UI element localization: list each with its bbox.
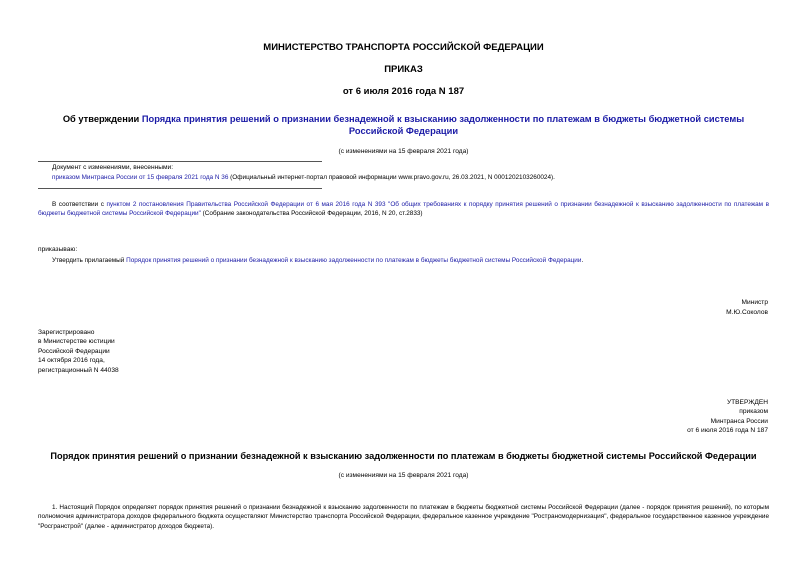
registration-line5: регистрационный N 44038 (38, 366, 119, 374)
approved-line1: УТВЕРЖДЕН (726, 399, 768, 406)
approved-line2: приказом (739, 408, 768, 416)
title-prefix: Об утверждении (62, 114, 142, 124)
amendments-top-rule (38, 161, 322, 162)
registration-line2: в Министерстве юстиции (38, 338, 115, 346)
procedure-title: Порядок принятия решений о признании безнадежной к взысканию задолженности по платежам в бюджеты бюджетной системы Российской Федерации (50, 451, 757, 461)
procedure-paragraph-1: 1. Настоящий Порядок определяет порядок принятия решений о признании безнадежной к взысканию задолженности по платежам в бюджеты бюджетной системы Российской Федерации (далее - порядок принятия решений), по которым полномочия администратора доходов федерального бюджета осуществляют Министерство транспорта Российской Федерации, федеральное казенное учреждение "Ространсмодернизация", федеральное государственное казенное учреждение "Росгранстрой" (далее - администратор доходов бюджета). (38, 504, 769, 530)
doc-type-heading: ПРИКАЗ (384, 64, 423, 75)
amendments-link[interactable]: приказом Минтранса России от 15 февраля 2021 года N 36 (52, 174, 229, 181)
document-title (40, 114, 767, 137)
preamble-tail: (Собрание законодательства Российской Федерации, 2016, N 20, ст.2833) (200, 210, 423, 218)
approve-lead: Утвердить прилагаемый (52, 257, 127, 264)
registration-line4: 14 октября 2016 года, (38, 357, 105, 365)
approved-line3: Минтранса России (710, 417, 768, 425)
approve-paragraph (52, 256, 772, 265)
amendments-intro: Документ с изменениями, внесенными: (52, 164, 174, 171)
doc-date-heading: от 6 июля 2016 года N 187 (342, 86, 465, 97)
approve-tail: . (581, 257, 584, 264)
preamble-link[interactable]: пунктом 2 постановления Правительства Российской Федерации от 6 мая 2016 года N 393 "Об общих требованиях к порядку принятия решений о признании безнадежной к взысканию задолженности по платежам в бюджеты бюджетной системы Российской Федерации" (38, 201, 769, 218)
registration-line1: Зарегистрировано (38, 329, 95, 336)
amendments-line (52, 173, 782, 182)
signature-position: Министр (741, 299, 768, 306)
amendments-bottom-rule (38, 188, 322, 189)
signature-name: М.Ю.Соколов (726, 309, 768, 316)
title-changes-note: (с изменениями на 15 февраля 2021 года) (338, 148, 469, 155)
amendments-source: (Официальный интернет-портал правовой информации www.pravo.gov.ru, 26.03.2021, N 0001202103260024). (228, 174, 555, 181)
approved-line4: от 6 июля 2016 года N 187 (687, 427, 768, 435)
ministry-heading: МИНИСТЕРСТВО ТРАНСПОРТА РОССИЙСКОЙ ФЕДЕРАЦИИ (263, 42, 544, 53)
registration-line3: Российской Федерации (38, 347, 110, 355)
procedure-changes-note: (с изменениями на 15 февраля 2021 года) (338, 472, 469, 479)
title-link[interactable]: Порядка принятия решений о признании безнадежной к взысканию задолженности по платежам в бюджеты бюджетной системы Российской Федерации (141, 114, 745, 136)
approve-link[interactable]: Порядок принятия решений о признании безнадежной к взысканию задолженности по платежам в бюджеты бюджетной системы Российской Федерации (126, 257, 582, 264)
preamble-lead: В соответствии с (52, 201, 107, 208)
preamble-paragraph (38, 200, 769, 219)
approved-block (560, 398, 768, 436)
orders-word: приказываю: (38, 246, 78, 253)
registration-block (38, 328, 238, 375)
